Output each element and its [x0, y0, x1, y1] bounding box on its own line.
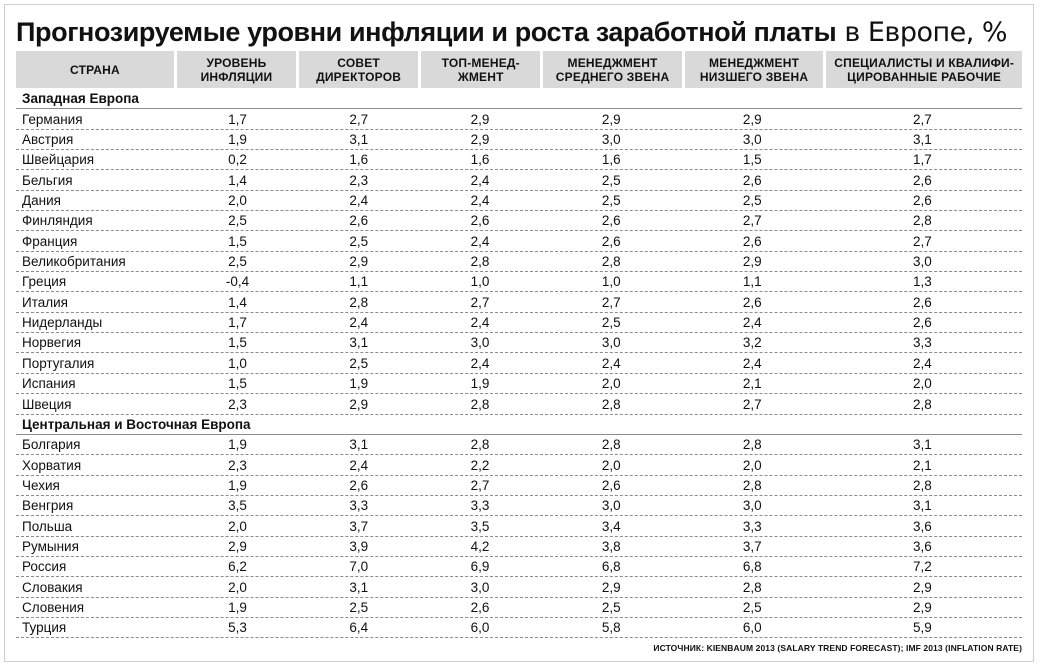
- table-row: [16, 191, 1022, 211]
- header-top-management: ТОП-МЕНЕД- ЖМЕНТ: [421, 51, 540, 88]
- value-cell: 2,4: [349, 315, 369, 331]
- table-row: [16, 150, 1022, 170]
- value-cell: 2,3: [349, 172, 369, 188]
- value-cell: 2,6: [913, 193, 932, 209]
- value-cell: 3,1: [913, 132, 932, 148]
- table-row: [16, 496, 1022, 516]
- value-cell: 6,9: [470, 559, 490, 575]
- country-cell: Греция: [22, 274, 67, 290]
- value-cell: 2,9: [601, 111, 621, 127]
- table-row: [16, 374, 1022, 394]
- value-cell: 1,7: [228, 111, 247, 127]
- table-row: [16, 557, 1022, 577]
- value-cell: 2,8: [742, 437, 762, 453]
- value-cell: 1,6: [601, 152, 621, 168]
- header-specialists: СПЕЦИАЛИСТЫ И КВАЛИФИ- ЦИРОВАННЫЕ РАБОЧИЕ: [826, 51, 1022, 88]
- value-cell: 2,6: [913, 172, 932, 188]
- value-cell: 3,1: [913, 498, 932, 514]
- value-cell: 3,9: [349, 538, 369, 554]
- value-cell: 2,0: [742, 457, 762, 473]
- value-cell: 2,8: [913, 213, 932, 229]
- country-cell: Франция: [22, 233, 78, 249]
- table-row: [16, 435, 1022, 455]
- country-cell: Болгария: [22, 437, 81, 453]
- value-cell: 2,4: [470, 315, 490, 331]
- value-cell: 2,0: [228, 518, 247, 534]
- value-cell: 2,4: [349, 193, 369, 209]
- value-cell: 1,7: [913, 152, 932, 168]
- value-cell: 2,5: [349, 355, 369, 371]
- value-cell: 3,1: [913, 437, 932, 453]
- table-row: [16, 353, 1022, 373]
- value-cell: 1,6: [349, 152, 369, 168]
- value-cell: 2,9: [470, 111, 490, 127]
- value-cell: 2,9: [228, 538, 247, 554]
- value-cell: 1,3: [913, 274, 932, 290]
- table-row: [16, 109, 1022, 129]
- table-row: [16, 231, 1022, 251]
- country-cell: Дания: [22, 193, 61, 209]
- value-cell: 3,3: [742, 518, 762, 534]
- value-cell: 4,2: [470, 538, 490, 554]
- country-cell: Швейцария: [22, 152, 95, 168]
- value-cell: 2,6: [601, 233, 621, 249]
- table-row: [16, 577, 1022, 597]
- value-cell: 6,8: [601, 559, 621, 575]
- country-cell: Чехия: [22, 477, 60, 493]
- value-cell: 2,5: [742, 599, 762, 615]
- value-cell: 2,6: [913, 315, 932, 331]
- value-cell: 3,0: [913, 254, 932, 270]
- value-cell: 5,9: [913, 620, 932, 636]
- value-cell: 1,9: [228, 132, 247, 148]
- value-cell: 3,8: [601, 538, 621, 554]
- country-cell: Турция: [22, 620, 67, 636]
- value-cell: 2,7: [470, 477, 490, 493]
- value-cell: 2,4: [470, 172, 490, 188]
- value-cell: 1,1: [742, 274, 762, 290]
- value-cell: 1,6: [470, 152, 490, 168]
- value-cell: 2,9: [913, 599, 932, 615]
- value-cell: 1,0: [470, 274, 490, 290]
- country-cell: Португалия: [22, 355, 95, 371]
- section-heading: [16, 89, 1022, 109]
- value-cell: 3,2: [742, 335, 762, 351]
- value-cell: 1,9: [228, 437, 247, 453]
- value-cell: 2,5: [228, 254, 247, 270]
- value-cell: 2,7: [913, 111, 932, 127]
- value-cell: 1,0: [228, 355, 247, 371]
- value-cell: 0,2: [228, 152, 247, 168]
- table-row: [16, 170, 1022, 190]
- value-cell: 6,2: [228, 559, 247, 575]
- header-board: СОВЕТ ДИРЕКТОРОВ: [299, 51, 418, 88]
- country-cell: Австрия: [22, 132, 74, 148]
- value-cell: 6,4: [349, 620, 369, 636]
- country-cell: Норвегия: [22, 335, 82, 351]
- value-cell: 3,6: [913, 538, 932, 554]
- value-cell: 2,8: [470, 437, 490, 453]
- value-cell: 2,9: [349, 396, 369, 412]
- value-cell: 2,4: [913, 355, 932, 371]
- title-suffix: в Европе, %: [836, 17, 1008, 48]
- source-note: ИСТОЧНИК: KIENBAUM 2013 (SALARY TREND FORECAST); IMF 2013 (INFLATION RATE): [653, 643, 1022, 653]
- table-row: [16, 516, 1022, 536]
- value-cell: 2,6: [349, 477, 369, 493]
- value-cell: 2,7: [742, 213, 762, 229]
- table-row: [16, 313, 1022, 333]
- value-cell: 2,6: [470, 599, 490, 615]
- value-cell: 2,9: [913, 579, 932, 595]
- table-row: [16, 333, 1022, 353]
- country-cell: Германия: [22, 111, 83, 127]
- value-cell: 2,9: [470, 132, 490, 148]
- value-cell: 2,5: [742, 193, 762, 209]
- value-cell: 3,0: [742, 498, 762, 514]
- value-cell: 6,0: [742, 620, 762, 636]
- value-cell: 2,5: [349, 599, 369, 615]
- country-cell: Венгрия: [22, 498, 74, 514]
- value-cell: 2,6: [742, 233, 762, 249]
- value-cell: 2,0: [228, 579, 247, 595]
- value-cell: 2,7: [470, 294, 490, 310]
- value-cell: 2,1: [742, 376, 762, 392]
- table-row: [16, 476, 1022, 496]
- value-cell: 2,6: [742, 172, 762, 188]
- value-cell: 2,4: [742, 315, 762, 331]
- country-cell: Швеция: [22, 396, 72, 412]
- table-row: [16, 618, 1022, 638]
- value-cell: 2,4: [349, 457, 369, 473]
- value-cell: 1,5: [742, 152, 762, 168]
- value-cell: 2,4: [742, 355, 762, 371]
- table-row: [16, 537, 1022, 557]
- table-row: [16, 252, 1022, 272]
- table-row: [16, 394, 1022, 414]
- value-cell: 3,3: [913, 335, 932, 351]
- table-row: [16, 598, 1022, 618]
- value-cell: 3,0: [601, 498, 621, 514]
- country-cell: Польша: [22, 518, 73, 534]
- value-cell: 2,8: [913, 396, 932, 412]
- value-cell: 7,0: [349, 559, 369, 575]
- value-cell: 3,4: [601, 518, 621, 534]
- header-inflation: УРОВЕНЬ ИНФЛЯЦИИ: [177, 51, 296, 88]
- value-cell: 2,4: [601, 355, 621, 371]
- header-middle-management: МЕНЕДЖМЕНТ СРЕДНЕГО ЗВЕНА: [543, 51, 682, 88]
- value-cell: 2,5: [601, 193, 621, 209]
- value-cell: 3,0: [601, 132, 621, 148]
- value-cell: 3,1: [349, 579, 369, 595]
- value-cell: 3,0: [601, 335, 621, 351]
- value-cell: 2,7: [742, 396, 762, 412]
- country-cell: Финляндия: [22, 213, 93, 229]
- value-cell: 1,5: [228, 335, 247, 351]
- section-heading: [16, 415, 1022, 435]
- value-cell: 2,9: [742, 254, 762, 270]
- value-cell: 2,9: [601, 579, 621, 595]
- value-cell: 5,8: [601, 620, 621, 636]
- country-cell: Словакия: [22, 579, 83, 595]
- value-cell: 1,1: [349, 274, 369, 290]
- value-cell: 3,1: [349, 437, 369, 453]
- country-cell: Испания: [22, 376, 76, 392]
- value-cell: 2,8: [601, 437, 621, 453]
- table-header: [16, 51, 1022, 88]
- section-title: Центральная и Восточная Европа: [22, 416, 251, 432]
- value-cell: 3,1: [349, 132, 369, 148]
- value-cell: 2,6: [349, 213, 369, 229]
- header-lower-management: МЕНЕДЖМЕНТ НИЗШЕГО ЗВЕНА: [685, 51, 824, 88]
- table-row: [16, 292, 1022, 312]
- value-cell: 3,7: [742, 538, 762, 554]
- value-cell: 2,2: [470, 457, 490, 473]
- value-cell: 2,1: [913, 457, 932, 473]
- value-cell: 3,5: [228, 498, 247, 514]
- value-cell: 2,9: [349, 254, 369, 270]
- table-row: [16, 130, 1022, 150]
- value-cell: 3,0: [742, 132, 762, 148]
- value-cell: 6,8: [742, 559, 762, 575]
- country-cell: Великобритания: [22, 254, 126, 270]
- value-cell: 1,4: [228, 294, 247, 310]
- value-cell: 2,8: [601, 254, 621, 270]
- value-cell: 3,3: [349, 498, 369, 514]
- value-cell: 2,4: [470, 355, 490, 371]
- table-row: [16, 455, 1022, 475]
- value-cell: 2,5: [601, 315, 621, 331]
- value-cell: 2,7: [913, 233, 932, 249]
- value-cell: 2,6: [601, 213, 621, 229]
- value-cell: 7,2: [913, 559, 932, 575]
- value-cell: 3,5: [470, 518, 490, 534]
- value-cell: 3,6: [913, 518, 932, 534]
- value-cell: 2,5: [349, 233, 369, 249]
- value-cell: 2,4: [470, 233, 490, 249]
- country-cell: Бельгия: [22, 172, 73, 188]
- header-country: СТРАНА: [16, 51, 174, 88]
- value-cell: -0,4: [225, 274, 250, 290]
- section-title: Западная Европа: [22, 91, 139, 107]
- table-row: [16, 211, 1022, 231]
- value-cell: 6,0: [470, 620, 490, 636]
- value-cell: 2,0: [913, 376, 932, 392]
- value-cell: 3,0: [470, 335, 490, 351]
- value-cell: 2,0: [601, 457, 621, 473]
- value-cell: 1,9: [349, 376, 369, 392]
- value-cell: 3,3: [470, 498, 490, 514]
- value-cell: 2,8: [601, 396, 621, 412]
- value-cell: 2,6: [601, 477, 621, 493]
- value-cell: 2,5: [601, 172, 621, 188]
- value-cell: 2,0: [601, 376, 621, 392]
- country-cell: Италия: [22, 294, 68, 310]
- value-cell: 2,5: [601, 599, 621, 615]
- value-cell: 1,7: [228, 315, 247, 331]
- table-row: [16, 272, 1022, 292]
- value-cell: 2,8: [742, 477, 762, 493]
- value-cell: 2,3: [228, 457, 247, 473]
- value-cell: 5,3: [228, 620, 247, 636]
- value-cell: 3,7: [349, 518, 369, 534]
- country-cell: Нидерланды: [22, 315, 103, 331]
- country-cell: Румыния: [22, 538, 79, 554]
- value-cell: 2,8: [742, 579, 762, 595]
- value-cell: 2,7: [349, 111, 369, 127]
- value-cell: 2,6: [742, 294, 762, 310]
- value-cell: 1,9: [228, 599, 247, 615]
- value-cell: 3,0: [470, 579, 490, 595]
- value-cell: 2,4: [470, 193, 490, 209]
- value-cell: 2,8: [470, 396, 490, 412]
- value-cell: 2,6: [913, 294, 932, 310]
- value-cell: 2,8: [913, 477, 932, 493]
- value-cell: 3,1: [349, 335, 369, 351]
- value-cell: 2,3: [228, 396, 247, 412]
- title-main: Прогнозируемые уровни инфляции и роста заработной платы: [16, 17, 837, 47]
- country-cell: Словения: [22, 599, 85, 615]
- country-cell: Хорватия: [22, 457, 82, 473]
- value-cell: 2,5: [228, 213, 247, 229]
- value-cell: 2,7: [601, 294, 621, 310]
- value-cell: 2,0: [228, 193, 247, 209]
- value-cell: 1,0: [601, 274, 621, 290]
- value-cell: 1,5: [228, 376, 247, 392]
- value-cell: 2,9: [742, 111, 762, 127]
- country-cell: Россия: [22, 559, 67, 575]
- value-cell: 2,8: [349, 294, 369, 310]
- value-cell: 1,4: [228, 172, 247, 188]
- value-cell: 2,6: [470, 213, 490, 229]
- value-cell: 2,8: [470, 254, 490, 270]
- value-cell: 1,9: [470, 376, 490, 392]
- value-cell: 1,5: [228, 233, 247, 249]
- value-cell: 1,9: [228, 477, 247, 493]
- table-body: [16, 89, 1022, 638]
